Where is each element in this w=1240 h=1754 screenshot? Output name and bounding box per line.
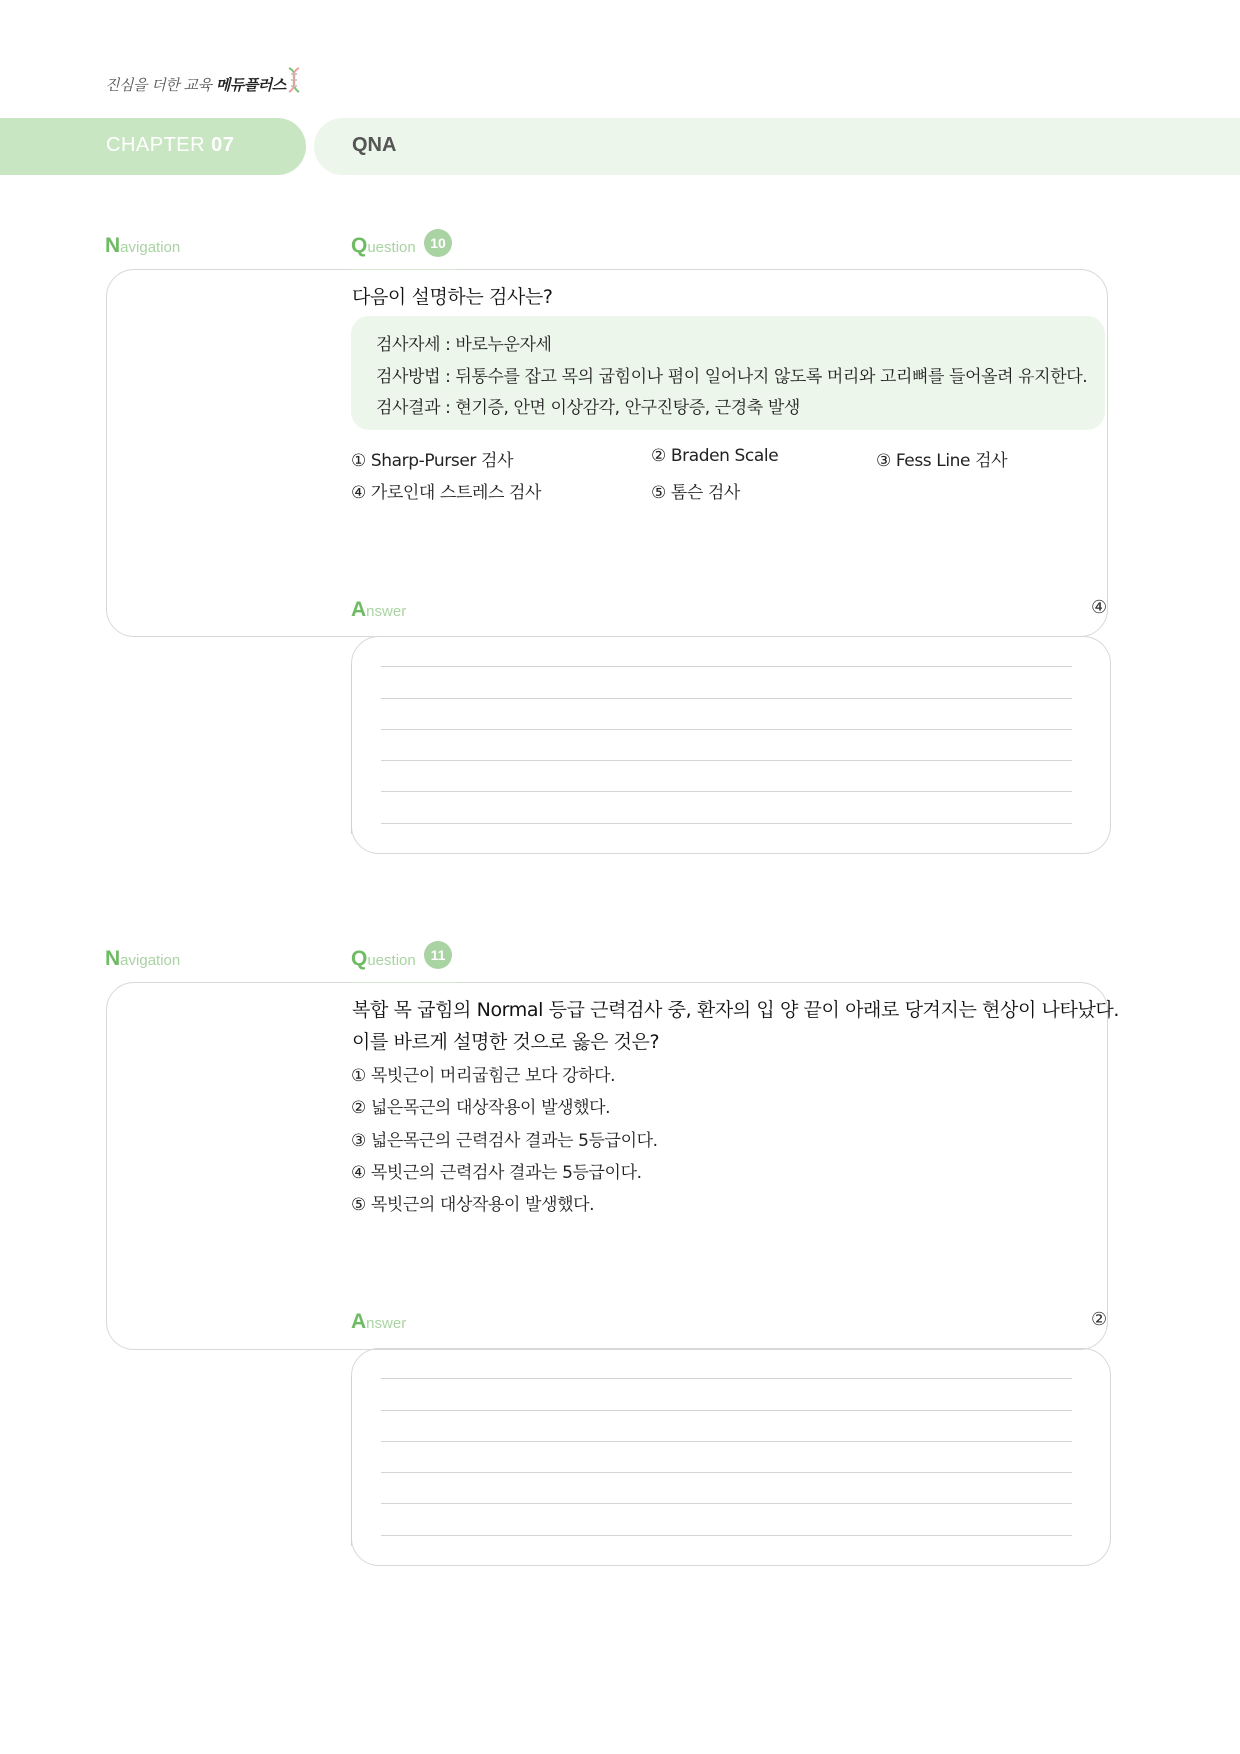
option-2: ② 넓은목근의 대상작용이 발생했다.: [351, 1098, 611, 1118]
option-5: ⑤ 톰슨 검사: [651, 483, 740, 503]
question-number-badge: 11: [424, 941, 452, 969]
option-4: ④ 목빗근의 근력검사 결과는 5등급이다.: [351, 1163, 642, 1183]
option-2: ② Braden Scale: [651, 446, 779, 466]
answer-value: ②: [1091, 1309, 1108, 1330]
note-line: [381, 698, 1072, 699]
note-line: [381, 1410, 1072, 1411]
section-tab: [314, 118, 1240, 175]
answer-label: Answer: [351, 1310, 407, 1333]
question-underline: [351, 982, 455, 983]
answer-label: Answer: [351, 598, 407, 621]
note-line: [381, 729, 1072, 730]
brand-name: 메듀플러스: [215, 76, 286, 94]
note-line: [381, 1378, 1072, 1379]
navigation-label: Navigation: [105, 947, 181, 970]
dna-icon: [283, 66, 305, 94]
question-text-line-2: 이를 바르게 설명한 것으로 옳은 것은?: [352, 1031, 660, 1053]
chapter-label: CHAPTER 07: [106, 134, 235, 156]
question-label: Question: [351, 234, 416, 257]
question-number-badge: 10: [424, 229, 452, 257]
question-text-line-1: 복합 목 굽힘의 Normal 등급 근력검사 중, 환자의 입 양 끝이 아래로 당겨지는 현상이 나타났다.: [352, 999, 1120, 1021]
brand-tagline: 진심을 더한 교육 메듀플러스: [105, 76, 286, 94]
option-1: ① Sharp-Purser 검사: [351, 451, 514, 471]
answer-value: ④: [1091, 597, 1108, 618]
note-line: [381, 1441, 1072, 1442]
option-5: ⑤ 목빗근의 대상작용이 발생했다.: [351, 1195, 595, 1215]
option-3: ③ 넓은목근의 근력검사 결과는 5등급이다.: [351, 1131, 658, 1151]
notes-margin-line: [351, 664, 352, 834]
answer-notes-box: [351, 636, 1111, 854]
option-4: ④ 가로인대 스트레스 검사: [351, 483, 542, 503]
option-1: ① 목빗근이 머리굽힘근 보다 강하다.: [351, 1066, 616, 1086]
answer-notes-box: [351, 1348, 1111, 1566]
note-line: [381, 666, 1072, 667]
question-text: 다음이 설명하는 검사는?: [352, 286, 553, 308]
note-line: [381, 1472, 1072, 1473]
note-line: [381, 1535, 1072, 1536]
option-3: ③ Fess Line 검사: [876, 451, 1008, 471]
navigation-label: Navigation: [105, 234, 181, 257]
info-line: 검사자세 : 바로누운자세: [376, 335, 552, 355]
note-line: [381, 791, 1072, 792]
info-line: 검사결과 : 현기증, 안면 이상감각, 안구진탕증, 근경축 발생: [376, 398, 800, 418]
note-line: [381, 760, 1072, 761]
section-title: QNA: [352, 134, 397, 156]
note-line: [381, 1503, 1072, 1504]
info-line: 검사방법 : 뒤통수를 잡고 목의 굽힘이나 폄이 일어나지 않도록 머리와 고리뼈를 들어올려 유지한다.: [376, 367, 1088, 387]
question-underline: [351, 269, 455, 270]
note-line: [381, 823, 1072, 824]
notes-margin-line: [351, 1376, 352, 1546]
question-label: Question: [351, 947, 416, 970]
